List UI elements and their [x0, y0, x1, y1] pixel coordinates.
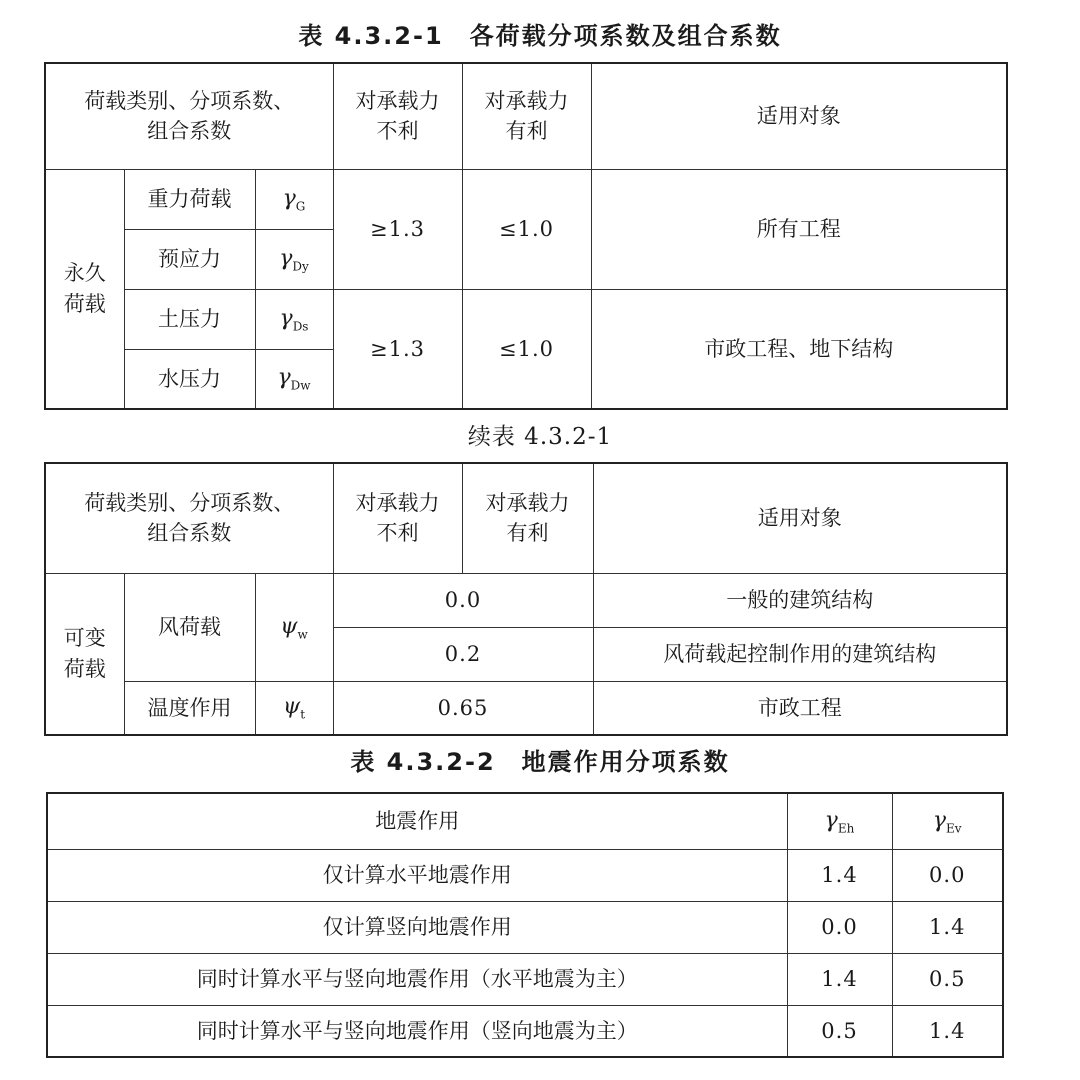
header-gamma-ev: $\gamma_{Ev}$	[892, 793, 1003, 849]
table2-caption-number: 表 4.3.2-2	[350, 748, 496, 776]
table1-cont-caption: 续表 4.3.2-1	[467, 424, 613, 450]
gamma-ev-value: 1.4	[892, 901, 1003, 953]
table-header-row	[45, 63, 1007, 169]
load-name: 土压力	[124, 289, 255, 349]
applicable-target: 风荷载起控制作用的建筑结构	[593, 627, 1007, 681]
unfavorable-value: ≥1.3	[333, 289, 462, 409]
header-favorable: 对承载力 有利	[462, 63, 591, 169]
header-unfavorable: 对承载力 不利	[333, 63, 462, 169]
table-row	[47, 1005, 1003, 1057]
combination-value: 0.65	[333, 681, 593, 735]
table-row	[47, 901, 1003, 953]
table2-caption	[0, 742, 1080, 777]
favorable-value: ≤1.0	[462, 289, 591, 409]
group-label-variable: 可变 荷载	[45, 573, 124, 735]
header-seismic-action: 地震作用	[47, 793, 787, 849]
applicable-target: 所有工程	[591, 169, 1007, 289]
header-unfavorable: 对承载力 不利	[333, 463, 462, 573]
gamma-ev-value: 0.0	[892, 849, 1003, 901]
table-row	[47, 849, 1003, 901]
load-name: 温度作用	[124, 681, 255, 735]
table-header-row	[45, 463, 1007, 573]
load-symbol: $\gamma_G$	[255, 169, 333, 229]
load-symbol: $\psi_t$	[255, 681, 333, 735]
applicable-target: 市政工程	[593, 681, 1007, 735]
load-symbol: $\gamma_{Dy}$	[255, 229, 333, 289]
seismic-action-label: 仅计算水平地震作用	[47, 849, 787, 901]
load-factor-table	[44, 62, 1008, 410]
gamma-eh-value: 1.4	[787, 953, 892, 1005]
seismic-action-label: 同时计算水平与竖向地震作用（水平地震为主）	[47, 953, 787, 1005]
load-name: 重力荷载	[124, 169, 255, 229]
table-row	[45, 573, 1007, 627]
gamma-eh-value: 0.0	[787, 901, 892, 953]
gamma-ev-value: 0.5	[892, 953, 1003, 1005]
gamma-eh-value: 0.5	[787, 1005, 892, 1057]
seismic-factor-table	[46, 792, 1004, 1058]
gamma-ev-value: 1.4	[892, 1005, 1003, 1057]
table-row	[45, 169, 1007, 229]
load-factor-table-continued	[44, 462, 1008, 736]
table1-caption	[0, 16, 1080, 51]
load-name: 预应力	[124, 229, 255, 289]
combination-value: 0.2	[333, 627, 593, 681]
header-category: 荷载类别、分项系数、 组合系数	[45, 63, 333, 169]
load-symbol: $\gamma_{Dw}$	[255, 349, 333, 409]
table-row	[45, 681, 1007, 735]
seismic-action-label: 同时计算水平与竖向地震作用（竖向地震为主）	[47, 1005, 787, 1057]
seismic-action-label: 仅计算竖向地震作用	[47, 901, 787, 953]
combination-value: 0.0	[333, 573, 593, 627]
applicable-target: 一般的建筑结构	[593, 573, 1007, 627]
load-symbol: $\gamma_{Ds}$	[255, 289, 333, 349]
table-row	[47, 953, 1003, 1005]
load-name: 水压力	[124, 349, 255, 409]
gamma-eh-value: 1.4	[787, 849, 892, 901]
table1-caption-title: 各荷载分项系数及组合系数	[469, 22, 782, 50]
header-gamma-eh: $\gamma_{Eh}$	[787, 793, 892, 849]
header-target: 适用对象	[593, 463, 1007, 573]
favorable-value: ≤1.0	[462, 169, 591, 289]
load-name: 风荷载	[124, 573, 255, 681]
header-category: 荷载类别、分项系数、 组合系数	[45, 463, 333, 573]
applicable-target: 市政工程、地下结构	[591, 289, 1007, 409]
table2-caption-title: 地震作用分项系数	[521, 748, 730, 776]
group-label-permanent: 永久 荷载	[45, 169, 124, 409]
load-symbol: $\psi_w$	[255, 573, 333, 681]
table1-caption-number: 表 4.3.2-1	[298, 22, 444, 50]
table-header-row	[47, 793, 1003, 849]
unfavorable-value: ≥1.3	[333, 169, 462, 289]
header-favorable: 对承载力 有利	[462, 463, 593, 573]
table-row	[45, 289, 1007, 349]
header-target: 适用对象	[591, 63, 1007, 169]
